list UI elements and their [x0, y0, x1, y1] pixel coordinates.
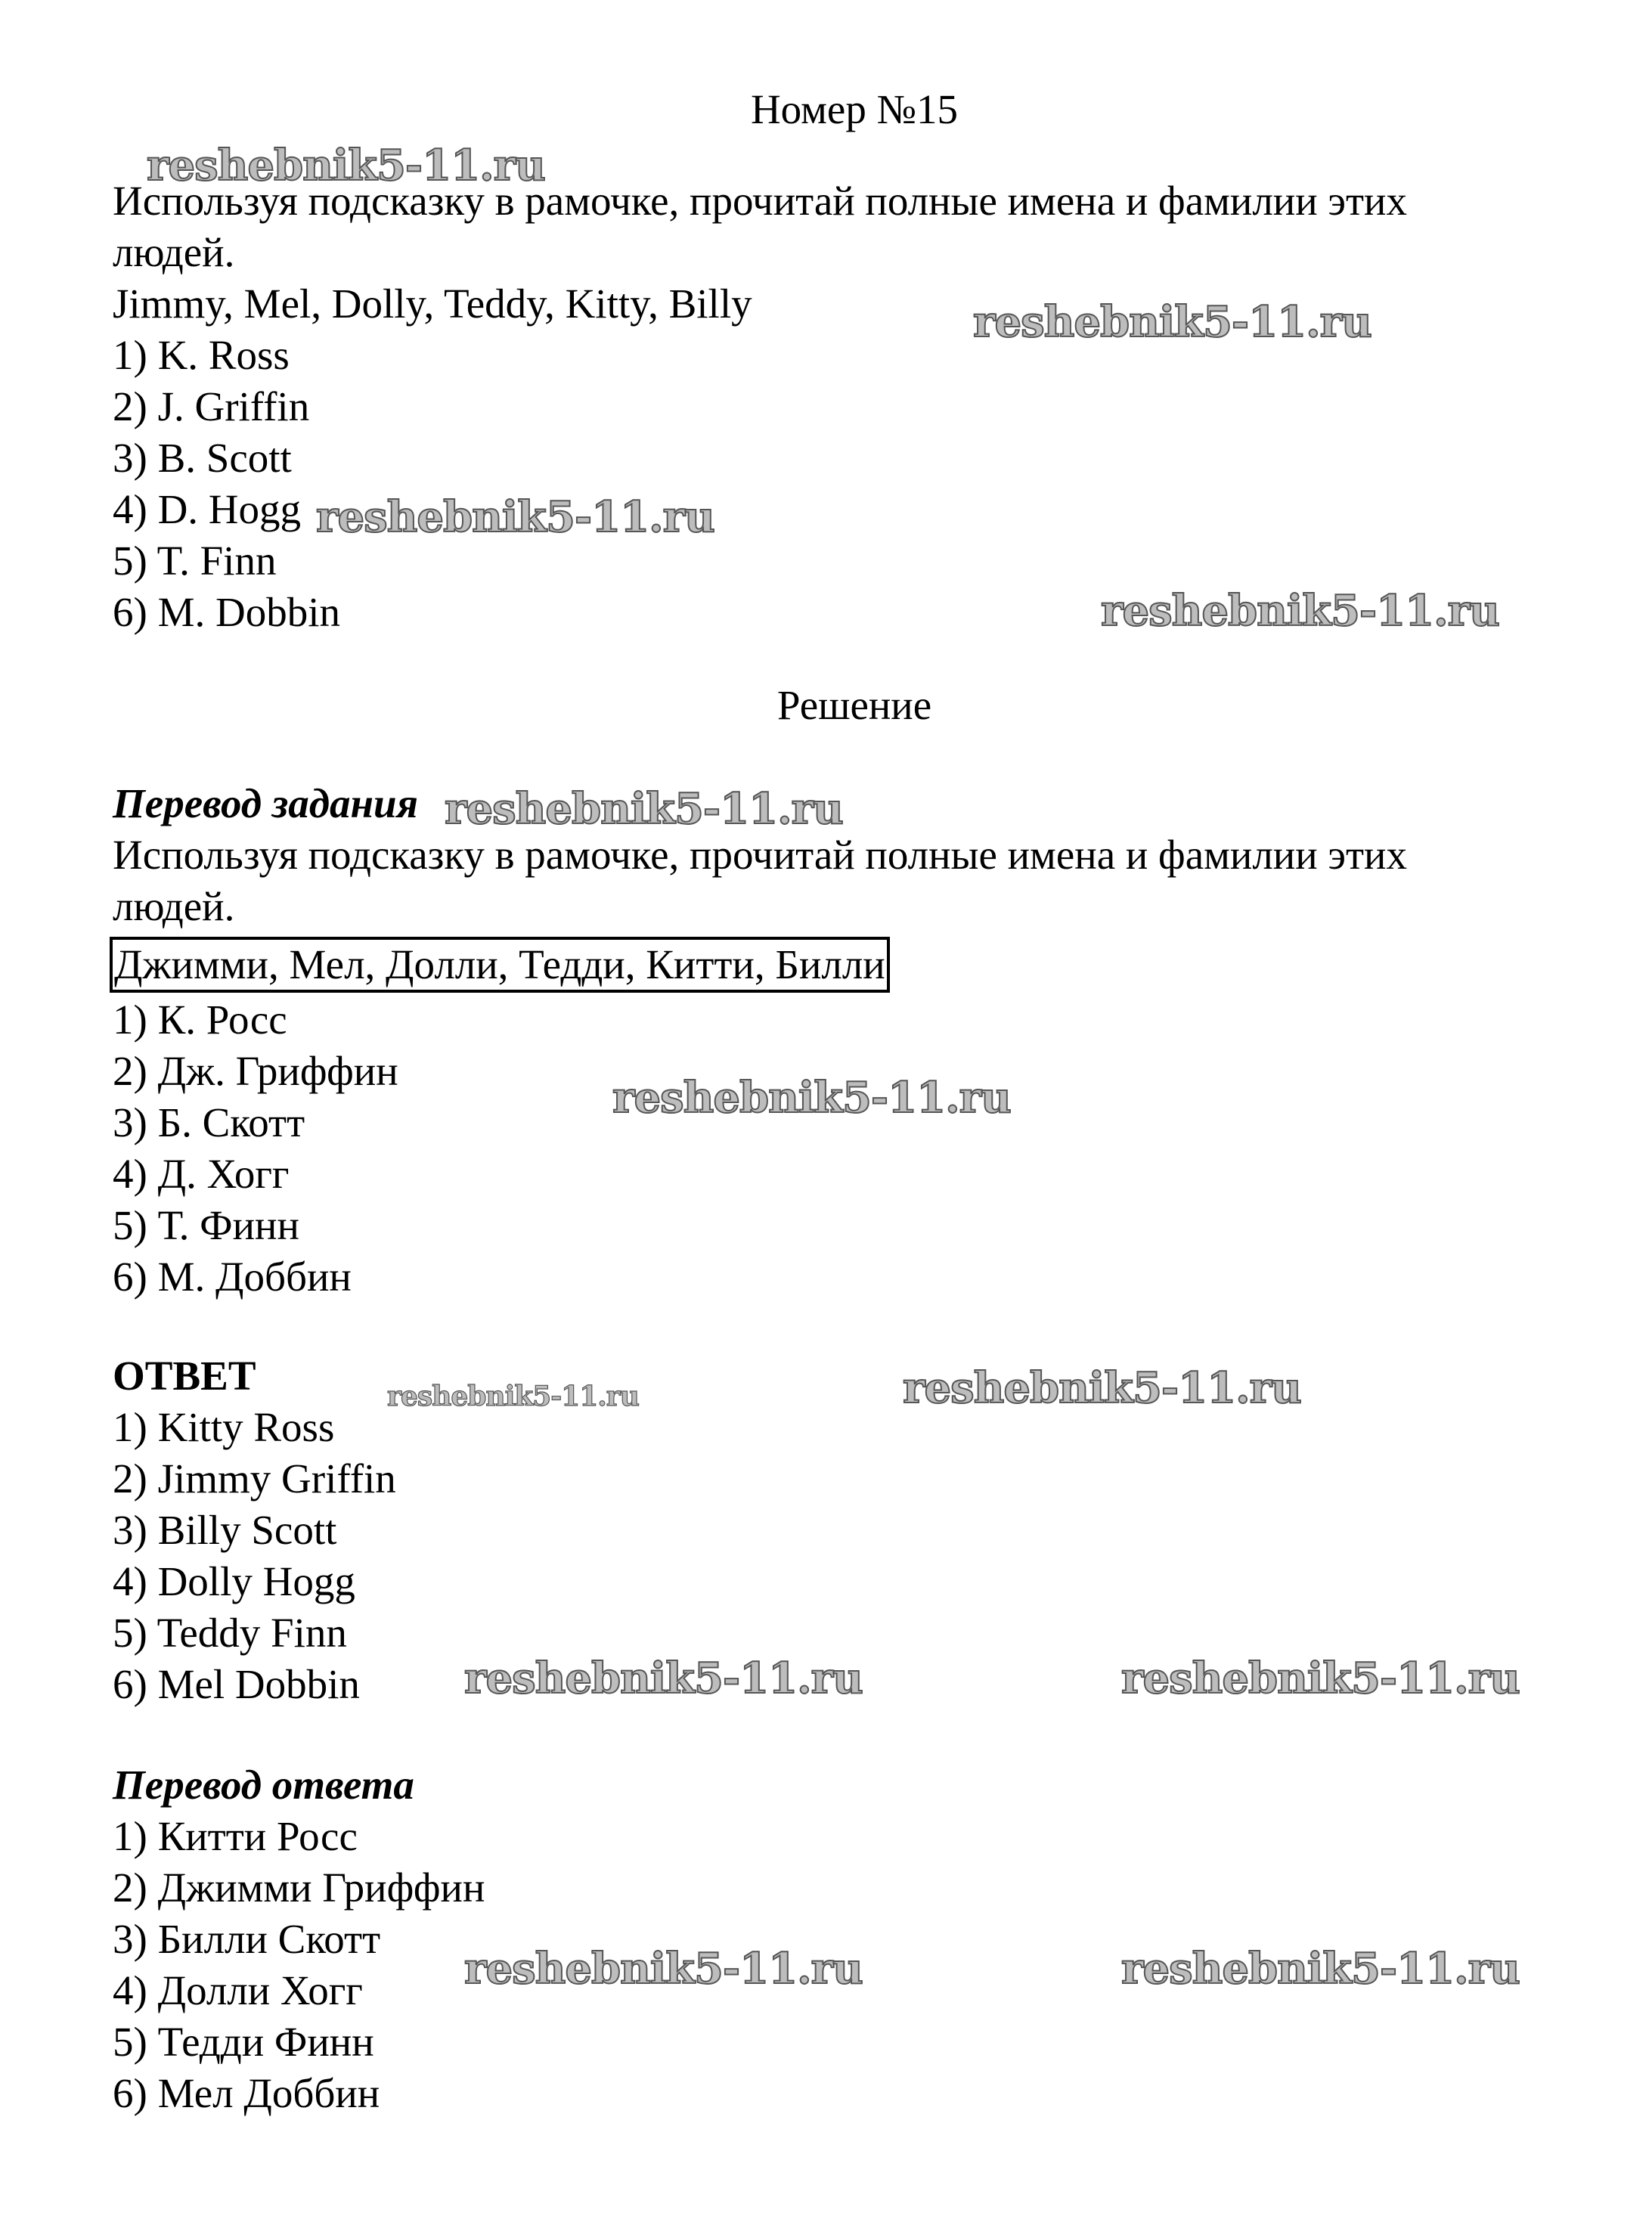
list-item: 3) Billy Scott	[113, 1507, 337, 1553]
list-item: 1) Китти Росс	[113, 1813, 358, 1859]
list-item: 4) Долли Хогг	[113, 1967, 363, 2013]
watermark: reshebnik5-11.ru	[1121, 1944, 1520, 1994]
list-item: 3) Б. Скотт	[113, 1099, 305, 1145]
watermark: reshebnik5-11.ru	[464, 1944, 863, 1994]
task-instruction-cont: людей.	[113, 229, 235, 275]
list-item: 6) М. Доббин	[113, 1254, 352, 1300]
task-instruction: Используя подсказку в рамочке, прочитай полные имена и фамилии этих	[113, 178, 1407, 224]
watermark: reshebnik5-11.ru	[612, 1073, 1011, 1123]
watermark: reshebnik5-11.ru	[147, 141, 545, 191]
list-item: 5) T. Finn	[113, 538, 277, 584]
list-item: 3) Билли Скотт	[113, 1916, 381, 1962]
task-hint: Jimmy, Mel, Dolly, Teddy, Kitty, Billy	[113, 280, 752, 327]
list-item: 6) M. Dobbin	[113, 589, 340, 635]
translation-instruction: Используя подсказку в рамочке, прочитай полные имена и фамилии этих	[113, 832, 1407, 878]
list-item: 2) J. Griffin	[113, 383, 310, 429]
list-item: 5) Т. Финн	[113, 1202, 299, 1248]
list-item: 1) K. Ross	[113, 332, 290, 378]
watermark: reshebnik5-11.ru	[903, 1363, 1301, 1413]
answer-heading: ОТВЕТ	[113, 1353, 256, 1399]
list-item: 6) Mel Dobbin	[113, 1661, 360, 1707]
watermark: reshebnik5-11.ru	[464, 1654, 863, 1703]
answer-translation-heading: Перевод ответа	[113, 1762, 414, 1808]
list-item: 5) Тедди Финн	[113, 2019, 374, 2065]
hint-box: Джимми, Мел, Долли, Тедди, Китти, Билли	[110, 937, 890, 993]
solution-title: Решение	[776, 682, 932, 728]
list-item: 4) D. Hogg	[113, 486, 302, 532]
watermark: reshebnik5-11.ru	[1121, 1654, 1520, 1703]
list-item: 2) Джимми Гриффин	[113, 1864, 485, 1911]
list-item: 1) Kitty Ross	[113, 1404, 335, 1450]
watermark: reshebnik5-11.ru	[973, 297, 1372, 347]
list-item: 1) К. Росс	[113, 996, 287, 1043]
list-item: 4) Д. Хогг	[113, 1151, 290, 1197]
task-section	[113, 175, 1407, 638]
translation-heading: Перевод задания	[113, 780, 418, 826]
answer-section	[113, 1350, 396, 1710]
watermark: reshebnik5-11.ru	[387, 1381, 639, 1412]
list-item: 4) Dolly Hogg	[113, 1558, 355, 1604]
watermark: reshebnik5-11.ru	[1101, 586, 1499, 636]
list-item: 2) Дж. Гриффин	[113, 1048, 398, 1094]
list-item: 3) B. Scott	[113, 435, 292, 481]
list-item: 2) Jimmy Griffin	[113, 1455, 396, 1502]
watermark: reshebnik5-11.ru	[445, 784, 843, 834]
translation-instruction-cont: людей.	[113, 883, 235, 929]
translation-section	[113, 778, 1407, 1303]
answer-translation-section	[113, 1759, 485, 2119]
list-item: 6) Мел Доббин	[113, 2070, 380, 2116]
list-item: 5) Teddy Finn	[113, 1610, 347, 1656]
page-title: Номер №15	[750, 86, 959, 132]
watermark: reshebnik5-11.ru	[316, 492, 714, 542]
